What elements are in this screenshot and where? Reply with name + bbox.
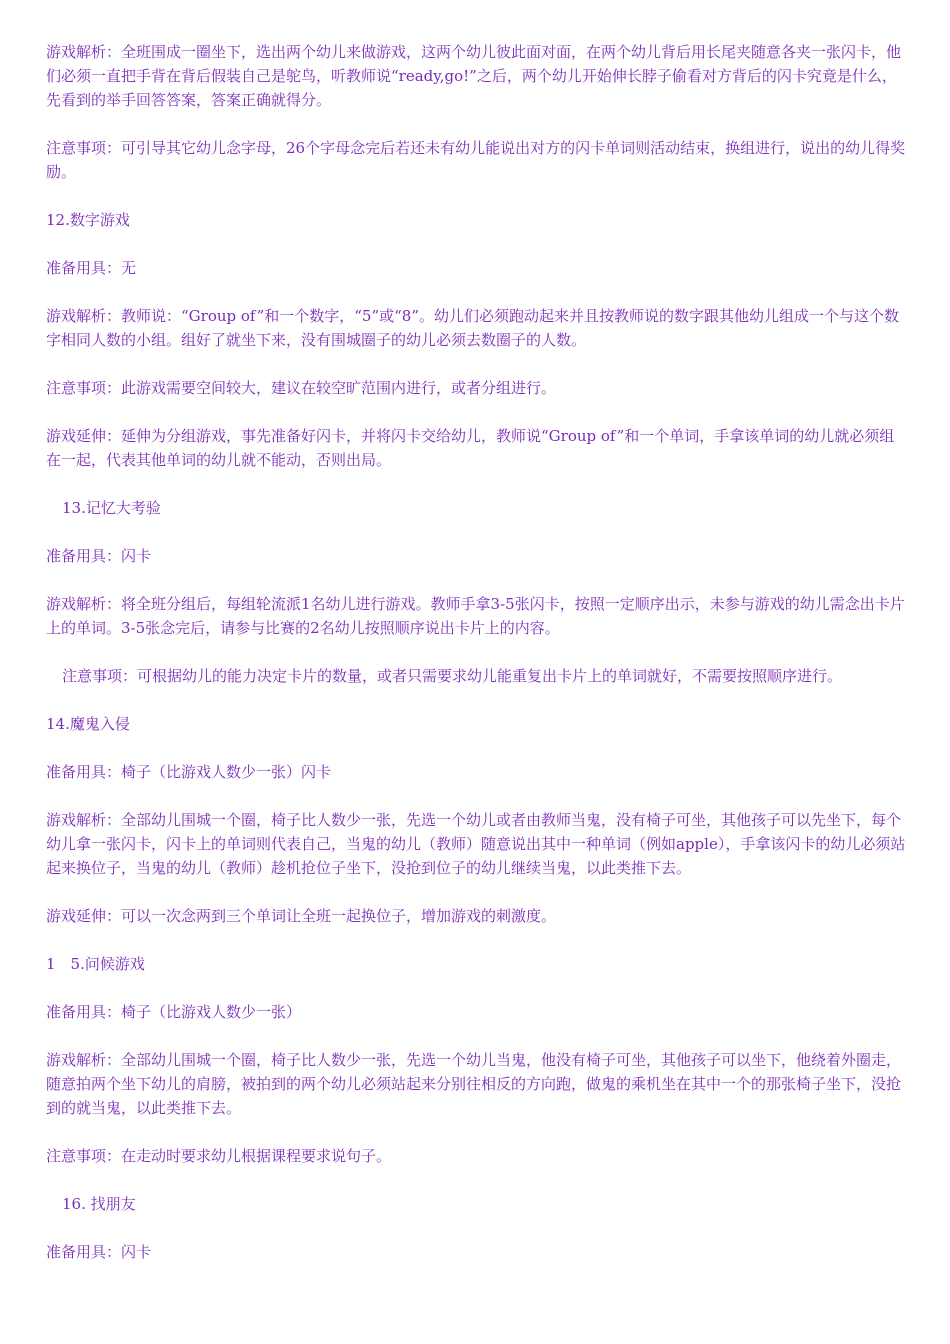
heading-game-15: 1 5.问候游戏: [46, 955, 145, 973]
paragraph-game-12-notes: 注意事项：此游戏需要空间较大，建议在较空旷范围内进行，或者分组进行。: [46, 379, 557, 397]
heading-game-16: 16. 找朋友: [62, 1195, 136, 1213]
paragraph-game-12-materials: 准备用具：无: [46, 259, 137, 277]
paragraph-game-11-analysis: 游戏解析：全班围成一圈坐下，选出两个幼儿来做游戏，这两个幼儿彼此面对面，在两个幼儿背后用长尾夹随意各夹一张闪卡，他们必须一直把手背在背后假装自己是鸵鸟，听教师说“ready,go!”之后，两个幼儿开始伸长脖子偷看对方背后的闪卡究竟是什么，先看到的举手回答答案，答案正确就得分。: [46, 43, 902, 109]
paragraph-game-13-notes: 注意事项：可根据幼儿的能力决定卡片的数量，或者只需要求幼儿能重复出卡片上的单词就好，不需要按照顺序进行。: [62, 667, 843, 685]
heading-game-14: 14.魔鬼入侵: [46, 715, 130, 733]
paragraph-game-14-extension: 游戏延伸：可以一次念两到三个单词让全班一起换位子，增加游戏的刺激度。: [46, 907, 557, 925]
paragraph-game-14-materials: 准备用具：椅子（比游戏人数少一张）闪卡: [46, 763, 332, 781]
heading-game-12: 12.数字游戏: [46, 211, 130, 229]
paragraph-game-15-analysis: 游戏解析：全部幼儿围城一个圈，椅子比人数少一张，先选一个幼儿当鬼，他没有椅子可坐，其他孩子可以坐下，他绕着外圈走，随意拍两个坐下幼儿的肩膀，被拍到的两个幼儿必须站起来分别往相反的方向跑，做鬼的乘机坐在其中一个的那张椅子坐下，没抢到的就当鬼，以此类推下去。: [46, 1051, 902, 1117]
paragraph-game-12-extension: 游戏延伸：延伸为分组游戏，事先准备好闪卡，并将闪卡交给幼儿，教师说“Group of”和一个单词，手拿该单词的幼儿就必须组在一起，代表其他单词的幼儿就不能动，否则出局。: [46, 427, 895, 469]
paragraph-game-16-materials: 准备用具：闪卡: [46, 1243, 152, 1261]
paragraph-game-12-analysis: 游戏解析：教师说：“Group of”和一个数字，“5”或“8”。幼儿们必须跑动起来并且按教师说的数字跟其他幼儿组成一个与这个数字相同人数的小组。组好了就坐下来，没有围城圈子的幼儿必须去数圈子的人数。: [46, 307, 900, 349]
paragraph-game-15-materials: 准备用具：椅子（比游戏人数少一张）: [46, 1003, 302, 1021]
paragraph-game-13-analysis: 游戏解析：将全班分组后，每组轮流派1名幼儿进行游戏。教师手拿3-5张闪卡，按照一定顺序出示，未参与游戏的幼儿需念出卡片上的单词。3-5张念完后，请参与比赛的2名幼儿按照顺序说出卡片上的内容。: [46, 595, 905, 637]
paragraph-game-14-analysis: 游戏解析：全部幼儿围城一个圈，椅子比人数少一张，先选一个幼儿或者由教师当鬼，没有椅子可坐，其他孩子可以先坐下，每个幼儿拿一张闪卡，闪卡上的单词则代表自己，当鬼的幼儿（教师）随意说出其中一种单词（例如apple），手拿该闪卡的幼儿必须站起来换位子，当鬼的幼儿（教师）趁机抢位子坐下，没抢到位子的幼儿继续当鬼，以此类推下去。: [46, 811, 906, 877]
paragraph-game-11-notes: 注意事项：可引导其它幼儿念字母，26个字母念完后若还未有幼儿能说出对方的闪卡单词则活动结束，换组进行，说出的幼儿得奖励。: [46, 139, 906, 181]
paragraph-game-15-notes: 注意事项：在走动时要求幼儿根据课程要求说句子。: [46, 1147, 392, 1165]
heading-game-13: 13.记忆大考验: [62, 499, 161, 517]
paragraph-game-13-materials: 准备用具：闪卡: [46, 547, 152, 565]
